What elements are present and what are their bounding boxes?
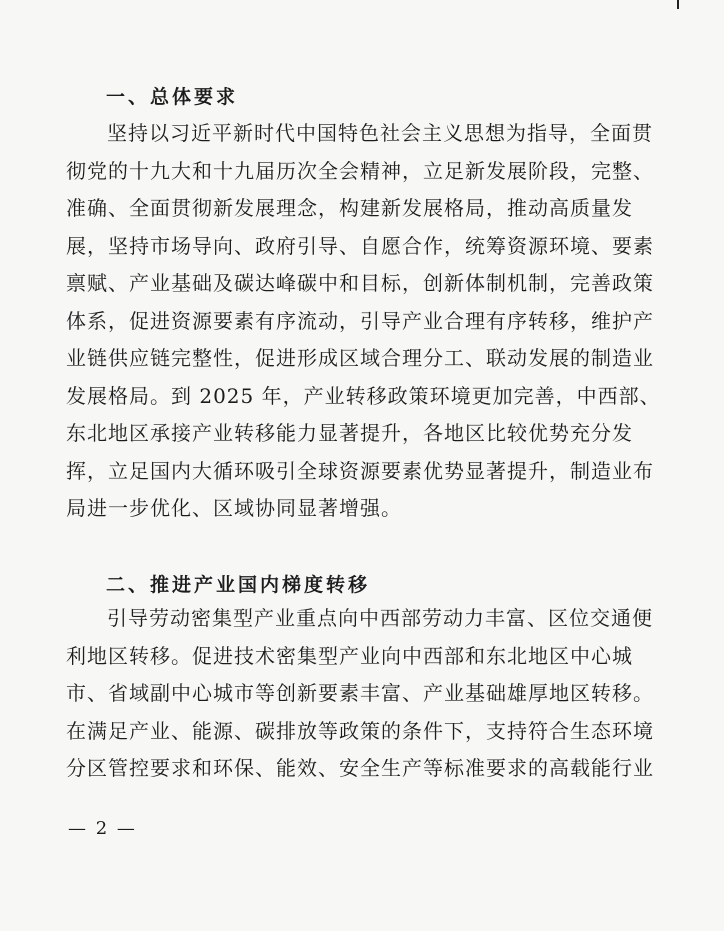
paragraph-line: 东北地区承接产业转移能力显著提升，各地区比较优势充分发 xyxy=(66,421,633,445)
section-paragraph-gradient-transfer xyxy=(66,600,662,788)
paragraph-line: 引导劳动密集型产业重点向中西部劳动力丰富、区位交通便 xyxy=(107,606,653,630)
paragraph-line: 坚持以习近平新时代中国特色社会主义思想为指导，全面贯 xyxy=(107,121,653,145)
paragraph-line: 准确、全面贯彻新发展理念，构建新发展格局，推动高质量发 xyxy=(66,196,633,220)
section-paragraph-general-requirements xyxy=(66,115,662,528)
paragraph-line: 市、省域副中心城市等创新要素丰富、产业基础雄厚地区转移。 xyxy=(66,681,654,705)
page-number: — 2 — xyxy=(68,818,137,839)
paragraph-line: 禀赋、产业基础及碳达峰碳中和目标，创新体制机制，完善政策 xyxy=(66,271,654,295)
paragraph-line: 分区管控要求和环保、能效、安全生产等标准要求的高载能行业 xyxy=(66,756,654,780)
section-heading-general-requirements: 一、总体要求 xyxy=(106,86,239,108)
section-heading-gradient-transfer: 二、推进产业国内梯度转移 xyxy=(106,574,371,596)
paragraph-line: 体系，促进资源要素有序流动，引导产业合理有序转移，维护产 xyxy=(66,308,654,333)
paragraph-line: 展，坚持市场导向、政府引导、自愿合作，统筹资源环境、要素 xyxy=(66,233,654,258)
paragraph-line: 彻党的十九大和十九届历次全会精神，立足新发展阶段，完整、 xyxy=(66,158,654,183)
paragraph-line: 在满足产业、能源、碳排放等政策的条件下，支持符合生态环境 xyxy=(66,718,654,743)
paragraph-line: 发展格局。到 2025 年，产业转移政策环境更加完善，中西部、 xyxy=(66,383,661,408)
corner-crop-mark xyxy=(677,0,679,9)
paragraph-line: 挥，立足国内大循环吸引全球资源要素优势显著提升，制造业布 xyxy=(66,458,654,483)
paragraph-line: 局进一步优化、区域协同显著增强。 xyxy=(66,496,402,520)
paragraph-line: 利地区转移。促进技术密集型产业向中西部和东北地区中心城 xyxy=(66,643,633,668)
paragraph-line: 业链供应链完整性，促进形成区域合理分工、联动发展的制造业 xyxy=(66,346,654,370)
